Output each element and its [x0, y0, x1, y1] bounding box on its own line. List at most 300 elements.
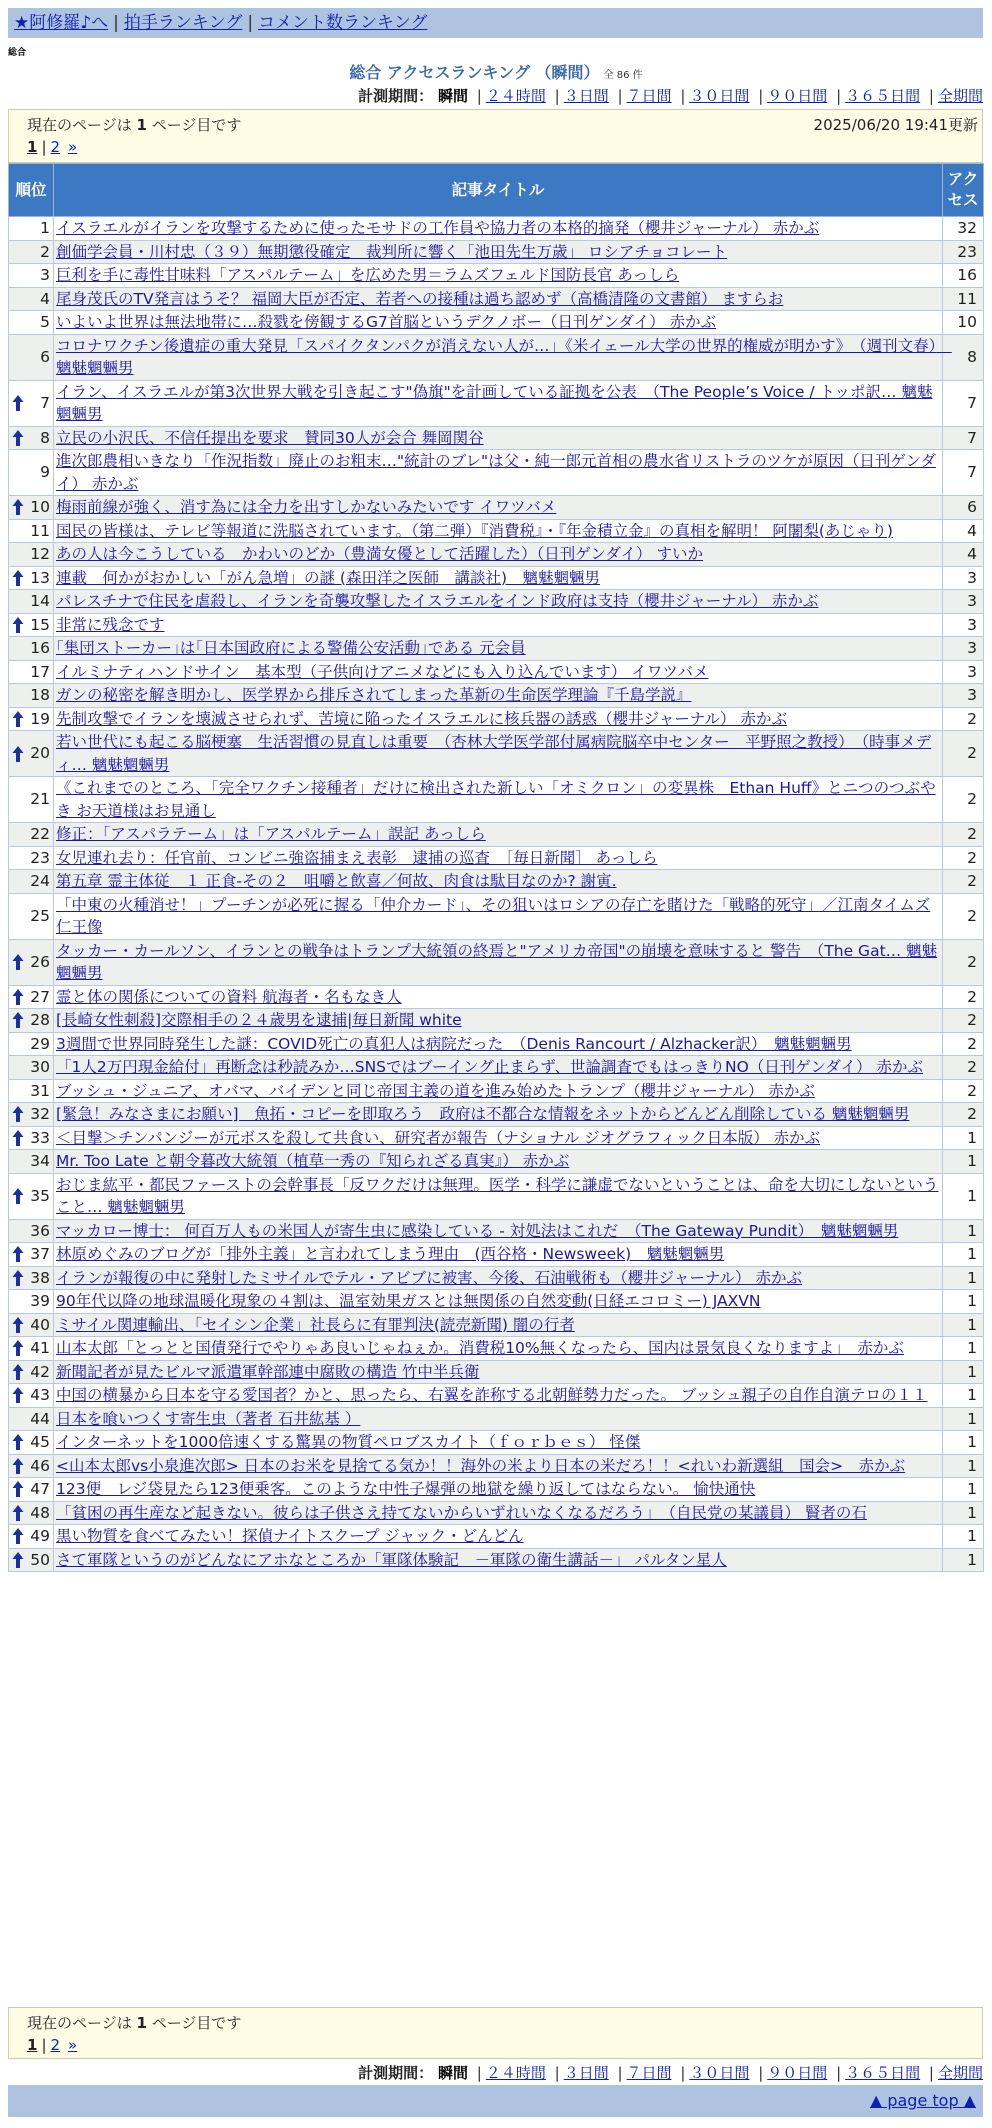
rank-cell [9, 1150, 54, 1174]
article-title-link[interactable]: イルミナティハンドサイン 基本型（子供向けアニメなどにも入り込んでいます） イワツバメ [56, 662, 709, 681]
period-link-30d[interactable]: ３０日間 [689, 2064, 750, 2082]
table-row [9, 1219, 984, 1243]
table-row [9, 426, 984, 450]
period-link-3d[interactable]: ３日間 [563, 87, 609, 105]
article-title-link[interactable]: ＜目撃＞チンパンジーが元ボスを殺して共食い、研究者が報告（ナショナル ジオグラフィック日本版） 赤かぶ [56, 1128, 821, 1147]
title-cell [54, 496, 943, 520]
nav-link-comment-ranking[interactable]: コメント数ランキング [258, 13, 428, 33]
table-row [9, 450, 984, 496]
access-count: 7 [943, 450, 984, 496]
article-title-link[interactable]: 《これまでのところ、「完全ワクチン接種者」だけに検出された新しい「オミクロン」の変異株 Ethan Huff》とニつのつぶやき お天道様はお見通し [56, 779, 936, 820]
rank-number: 11 [30, 521, 50, 540]
article-title-link[interactable]: 巨利を手に毒性甘味料「アスパルテーム」を広めた男＝ラムズフェルド国防長官 あっしら [56, 266, 680, 284]
table-row [9, 1478, 984, 1502]
period-link-24h[interactable]: ２４時間 [485, 2064, 546, 2082]
access-count: 1 [943, 1548, 984, 1572]
rank-number: 22 [30, 825, 50, 843]
rank-cell [9, 217, 54, 241]
article-title-link[interactable]: ミサイル関連輸出、「セイシン企業」社長らに有罪判決(読売新聞) 闇の行者 [56, 1315, 575, 1334]
rank-cell [9, 1009, 54, 1033]
access-count: 2 [943, 870, 984, 894]
table-row [9, 543, 984, 567]
title-cell [54, 590, 943, 614]
rank-cell [9, 566, 54, 590]
access-count: 2 [943, 707, 984, 731]
article-title-link[interactable]: イランが報復の中に発射したミサイルでテル・アビブに被害、今後、石油戦術も（櫻井ジャーナル） 赤かぶ [56, 1268, 802, 1287]
rank-cell [9, 426, 54, 450]
rank-number: 48 [30, 1503, 50, 1522]
access-count: 3 [943, 637, 984, 661]
article-title-link[interactable]: 123便 レジ袋見たら123便乗客。このような中性子爆弾の地獄を繰り返してはならない。 愉快通快 [56, 1480, 756, 1498]
period-link-24h[interactable]: ２４時間 [485, 87, 546, 105]
rank-number: 21 [30, 790, 50, 809]
table-row [9, 240, 984, 264]
title-cell [54, 543, 943, 567]
rank-number: 29 [30, 1034, 50, 1053]
rank-number: 20 [30, 744, 50, 763]
rank-up-arrow-icon [12, 1245, 24, 1263]
rank-up-arrow-icon [12, 988, 24, 1006]
access-count: 1 [943, 1384, 984, 1408]
rank-up-arrow-icon [12, 1551, 24, 1569]
ranking-table-body [9, 217, 984, 1572]
article-title-link[interactable]: いよいよ世界は無法地帯に…殺戮を傍観するG7首脳というデクノボー（日刊ゲンダイ） 赤かぶ [56, 313, 717, 331]
rank-up-arrow-icon [12, 569, 24, 587]
access-count: 3 [943, 684, 984, 708]
rank-cell [9, 939, 54, 985]
rank-number: 12 [30, 545, 50, 563]
title-cell [54, 1478, 943, 1502]
rank-number: 41 [30, 1339, 50, 1357]
access-count: 4 [943, 543, 984, 567]
title-cell [54, 1126, 943, 1150]
article-title-link[interactable]: 立民の小沢氏、不信任提出を要求 賛同30人が会合 舞岡関谷 [56, 428, 484, 447]
article-title-link[interactable]: 山本太郎「とっとと国債発行でやりゃあ良いじゃねぇか。消費税10%無くなったら、国内は景気良くなりますよ」 赤かぶ [56, 1339, 904, 1357]
table-row [9, 380, 984, 426]
access-count: 2 [943, 823, 984, 847]
table-row [9, 1407, 984, 1431]
title-cell [54, 519, 943, 543]
article-title-link[interactable]: 3週間で世界同時発生した謎：COVID死亡の真犯人は病院だった （Denis Rancourt / Alzhacker訳） 魑魅魍魎男 [56, 1034, 852, 1053]
table-row [9, 1337, 984, 1361]
access-count: 1 [943, 1360, 984, 1384]
article-title-link[interactable]: 進次郎農相いきなり「作況指数」廃止のお粗末…"統計のブレ"は父・純一郎元首相の農水省リストラのツケが原因（日刊ゲンダイ） 赤かぶ [56, 452, 936, 493]
rank-cell [9, 1478, 54, 1502]
table-row [9, 1173, 984, 1219]
article-title-link[interactable]: Mr. Too Late と朝令暮改大統領（植草一秀の『知られざる真実』） 赤かぶ [56, 1152, 570, 1170]
table-row [9, 660, 984, 684]
article-title-link[interactable]: 若い世代にも起こる脳梗塞 生活習慣の見直しは重要 （杏林大学医学部付属病院脳卒中センター 平野照之教授） （時事メディ… 魑魅魍魎男 [56, 733, 932, 774]
nav-separator: | [247, 13, 254, 33]
table-row [9, 985, 984, 1009]
rank-number: 40 [30, 1315, 50, 1334]
title-cell [54, 1525, 943, 1549]
article-title-link[interactable]: 中国の横暴から日本を守る愛国者？かと、思ったら、右翼を詐称する北朝鮮勢力だった。 ブッシュ親子の自作自演テロの１１ [56, 1386, 928, 1404]
table-row [9, 1454, 984, 1478]
access-count: 1 [943, 1313, 984, 1337]
title-cell [54, 777, 943, 823]
article-title-link[interactable]: 霊と体の関係についての資料 航海者・名もなき人 [56, 987, 402, 1006]
table-header-row [9, 164, 984, 217]
rank-number: 35 [30, 1186, 50, 1205]
header-count: アクセス [943, 164, 984, 217]
title-cell [54, 893, 943, 939]
article-title-link[interactable]: 創価学会員・川村忠（３９）無期懲役確定 裁判所に響く「池田先生万歳」 ロシアチョコレート [56, 242, 727, 261]
rank-number: 2 [40, 242, 50, 261]
rank-cell [9, 590, 54, 614]
rank-up-arrow-icon [12, 1433, 24, 1451]
rank-number: 16 [30, 639, 50, 657]
rank-cell [9, 1337, 54, 1361]
table-row [9, 684, 984, 708]
title-cell [54, 870, 943, 894]
rank-number: 47 [30, 1480, 50, 1498]
table-row [9, 1056, 984, 1080]
article-title-link[interactable]: [緊急！みなさまにお願い] 魚拓・コピーを即取ろう 政府は不都合な情報をネットからどんどん削除している 魑魅魍魎男 [56, 1105, 910, 1123]
table-row [9, 846, 984, 870]
rank-number: 39 [30, 1292, 50, 1310]
access-count: 1 [943, 1454, 984, 1478]
page-info-box-top [8, 109, 983, 163]
rank-cell [9, 311, 54, 335]
table-row [9, 1150, 984, 1174]
access-count: 2 [943, 846, 984, 870]
rank-up-arrow-icon [12, 1386, 24, 1404]
rank-cell [9, 1079, 54, 1103]
pager-current: 1 [27, 138, 38, 156]
article-title-link[interactable]: コロナワクチン後遺症の重大発見「スパイクタンパクが消えない人が…」《米イェール大学の世界的権威が明かす》 （週刊文春） 魑魅魍魎男 [56, 336, 952, 377]
article-title-link[interactable]: 新聞記者が見たビルマ派遣軍幹部連中腐敗の構造 竹中半兵衛 [56, 1362, 480, 1381]
total-count: 全 86 件 [603, 70, 643, 81]
rank-up-arrow-icon [12, 1269, 24, 1287]
access-count: 1 [943, 1407, 984, 1431]
rank-up-arrow-icon [12, 1363, 24, 1381]
rank-cell [9, 543, 54, 567]
title-cell [54, 660, 943, 684]
rank-number: 30 [30, 1058, 50, 1076]
period-link-30d[interactable]: ３０日間 [689, 87, 750, 105]
access-count: 2 [943, 1079, 984, 1103]
period-link-365d[interactable]: ３６５日間 [845, 2064, 921, 2082]
rank-cell [9, 380, 54, 426]
period-link-all[interactable]: 全期間 [937, 87, 983, 105]
rank-cell [9, 731, 54, 777]
title-cell [54, 426, 943, 450]
title-cell [54, 985, 943, 1009]
rank-up-arrow-icon [12, 1105, 24, 1123]
article-title-link[interactable]: [長崎女性刺殺]交際相手の２４歳男を逮捕|毎日新聞 white [56, 1011, 462, 1029]
article-title-link[interactable]: 「貧困の再生産など起きない。彼らは子供さえ持てないからいずれいなくなるだろう」 （自民党の某議員） 賢者の石 [56, 1503, 867, 1522]
rank-number: 42 [30, 1362, 50, 1381]
access-count: 3 [943, 660, 984, 684]
rank-up-arrow-icon [12, 745, 24, 763]
article-title-link[interactable]: ガンの秘密を解き明かし、医学界から排斥されてしまった革新の生命医学理論『千島学説』 [56, 686, 692, 704]
access-count: 2 [943, 939, 984, 985]
period-label: 計測期間： [358, 2064, 434, 2082]
rank-up-arrow-icon [12, 1316, 24, 1334]
rank-number: 28 [30, 1011, 50, 1029]
access-count: 2 [943, 777, 984, 823]
rank-cell [9, 1290, 54, 1314]
article-title-link[interactable]: 黒い物質を食べてみたい！探偵ナイトスクープ ジャック・どんどん [56, 1527, 524, 1545]
article-title-link[interactable]: おじま紘平・都民ファーストの会幹事長「反ワクだけは無理。医学・科学に謙虚でないということは、命を大切にしないということ… 魑魅魍魎男 [56, 1175, 939, 1216]
table-row [9, 823, 984, 847]
article-title-link[interactable]: 修正：「アスパラテーム」は「アスパルテーム」誤記 あっしら [56, 825, 486, 843]
rank-number: 18 [30, 686, 50, 704]
rank-number: 5 [40, 313, 50, 331]
article-title-link[interactable]: ｢集団ストーカー｣は｢日本国政府による警備公安活動｣である 元会員 [56, 639, 526, 657]
rank-up-arrow-icon [12, 429, 24, 447]
nav-separator: | [113, 13, 119, 33]
rank-number: 10 [30, 498, 50, 516]
rank-up-arrow-icon [12, 1457, 24, 1475]
rank-up-arrow-icon [12, 1129, 24, 1147]
access-count: 3 [943, 613, 984, 637]
period-selector-bottom: 計測期間： 瞬間 | ２４時間 | ３日間 | ７日間 | ３０日間 | ９０日間 | ３６５日間 | 全期間 [358, 2064, 983, 2082]
title-cell [54, 1431, 943, 1455]
rank-up-arrow-icon [12, 1011, 24, 1029]
title-cell [54, 637, 943, 661]
nav-link-asyura-home[interactable]: ★阿修羅♪へ [14, 13, 109, 33]
access-count: 3 [943, 566, 984, 590]
rank-cell [9, 1056, 54, 1080]
access-count: 1 [943, 1431, 984, 1455]
article-title-link[interactable]: 「中東の火種消せ！」プーチンが必死に握る「仲介カード」、その狙いはロシアの存亡を賭けた「戦略的死守」／江南タイムズ 仁王像 [56, 895, 931, 936]
title-cell [54, 1219, 943, 1243]
access-count: 1 [943, 1290, 984, 1314]
access-count: 32 [943, 217, 984, 241]
pager-link-2[interactable]: 2 [50, 138, 61, 156]
access-count: 1 [943, 1243, 984, 1267]
rank-cell [9, 1360, 54, 1384]
rank-up-arrow-icon [12, 394, 24, 412]
title-cell [54, 731, 943, 777]
period-link-365d[interactable]: ３６５日間 [845, 87, 921, 105]
article-title-link[interactable]: 連載 何かがおかしい「がん急増」の謎 (森田洋之医師 講談社) 魑魅魍魎男 [56, 568, 601, 587]
rank-cell [9, 1525, 54, 1549]
pager-next-arrow[interactable]: » [68, 138, 78, 156]
title-cell [54, 1032, 943, 1056]
access-count: 2 [943, 893, 984, 939]
period-link-90d[interactable]: ９０日間 [767, 2064, 828, 2082]
rank-cell [9, 684, 54, 708]
access-count: 8 [943, 334, 984, 380]
title-cell [54, 1150, 943, 1174]
rank-cell [9, 870, 54, 894]
article-title-link[interactable]: 女児連れ去り：任官前、コンビニ強盗捕まえ表彰 逮捕の巡査 ［毎日新聞］ あっしら [56, 848, 658, 867]
rank-number: 27 [30, 987, 50, 1006]
rank-cell [9, 1431, 54, 1455]
table-row [9, 1501, 984, 1525]
article-title-link[interactable]: 日本を喰いつくす寄生虫（著者 石井紘基 ） [56, 1409, 361, 1428]
title-cell [54, 1009, 943, 1033]
article-title-link[interactable]: イスラエルがイランを攻撃するために使ったモサドの工作員や協力者の本格的摘発（櫻井ジャーナル） 赤かぶ [56, 219, 820, 237]
rank-cell [9, 1173, 54, 1219]
table-row [9, 1266, 984, 1290]
access-count: 7 [943, 380, 984, 426]
title-cell [54, 1337, 943, 1361]
page-info-box-bottom [8, 2007, 983, 2059]
rank-up-arrow-icon [12, 953, 24, 971]
article-title-link[interactable]: パレスチナで住民を虐殺し、イランを奇襲攻撃したイスラエルをインド政府は支持（櫻井ジャーナル） 赤かぶ [56, 592, 819, 610]
rank-cell [9, 985, 54, 1009]
table-row [9, 311, 984, 335]
article-title-link[interactable]: 尾身茂氏のTV発言はうそ？ 福岡大臣が否定、若者への接種は過ち認めず（高橋清隆の文書館） ますらお [56, 289, 784, 308]
table-row [9, 1313, 984, 1337]
title-cell [54, 1548, 943, 1572]
rank-number: 23 [30, 848, 50, 867]
pagination-bottom: 1 | 2 » [27, 2036, 78, 2054]
ranking-table [8, 163, 984, 1572]
access-count: 16 [943, 264, 984, 288]
article-title-link[interactable]: 90年代以降の地球温暖化現象の４割は、温室効果ガスとは無関係の自然変動(日経エコロミー) JAXVN [56, 1292, 761, 1310]
period-link-7d[interactable]: ７日間 [626, 2064, 672, 2082]
rank-number: 31 [30, 1081, 50, 1100]
access-count: 1 [943, 1126, 984, 1150]
rank-number: 7 [40, 393, 50, 412]
article-title-link[interactable]: 「1人2万円現金給付」再断念は秒読みか…SNSではブーイング止まらず、世論調査でもはっきりNO（日刊ゲンダイ） 赤かぶ [56, 1058, 923, 1076]
article-title-link[interactable]: 林原めぐみのブログが「排外主義」と言われてしまう理由 (西谷格・Newsweek) 魑魅魍魎男 [56, 1245, 725, 1263]
table-row [9, 1431, 984, 1455]
table-row [9, 1290, 984, 1314]
rank-cell [9, 1103, 54, 1127]
rank-up-arrow-icon [12, 498, 24, 516]
rank-number: 43 [30, 1386, 50, 1404]
table-row [9, 707, 984, 731]
title-cell [54, 334, 952, 380]
title-cell [54, 380, 943, 426]
title-cell [54, 1313, 943, 1337]
rank-cell [9, 264, 54, 288]
title-cell [54, 1360, 943, 1384]
article-title-link[interactable]: 国民の皆様は、テレビ等報道に洗脳されています。（第二弾）『消費税』・『年金積立金』の真相を解明！ 阿闍梨(あじゃり) [56, 521, 893, 540]
title-cell [54, 264, 943, 288]
access-count: 1 [943, 1501, 984, 1525]
title-cell [54, 1454, 943, 1478]
rank-number: 17 [30, 662, 50, 681]
table-row [9, 519, 984, 543]
table-row [9, 939, 984, 985]
title-cell [54, 287, 943, 311]
rank-up-arrow-icon [12, 710, 24, 728]
period-link-7d[interactable]: ７日間 [626, 87, 672, 105]
table-row [9, 496, 984, 520]
period-label: 計測期間： [358, 87, 434, 105]
title-cell [54, 311, 943, 335]
header-title: 記事タイトル [54, 164, 943, 217]
rank-number: 36 [30, 1221, 50, 1240]
table-row [9, 613, 984, 637]
article-title-link[interactable]: あの人は今こうしている かわいのどか（豊満女優として活躍した）（日刊ゲンダイ） すいか [56, 545, 703, 563]
rank-up-arrow-icon [12, 1339, 24, 1357]
nav-link-applause-ranking[interactable]: 拍手ランキング [123, 13, 243, 33]
access-count: 2 [943, 731, 984, 777]
title-cell [54, 450, 943, 496]
rank-cell [9, 287, 54, 311]
category-label: 総合 [8, 48, 27, 58]
table-row [9, 1009, 984, 1033]
rank-up-arrow-icon [12, 1480, 24, 1498]
rank-cell [9, 660, 54, 684]
pager-link-2[interactable]: 2 [50, 2036, 61, 2054]
header-rank: 順位 [9, 164, 54, 217]
rank-number: 4 [40, 289, 50, 308]
article-title-link[interactable]: 先制攻撃でイランを壊滅させられず、苦境に陥ったイスラエルに核兵器の誘惑（櫻井ジャーナル） 赤かぶ [56, 709, 787, 728]
updated-timestamp: 2025/06/20 19:41更新 [813, 116, 978, 134]
access-count: 2 [943, 1056, 984, 1080]
title-cell [54, 684, 943, 708]
access-count: 6 [943, 496, 984, 520]
table-row [9, 870, 984, 894]
article-title-link[interactable]: マッカロー博士： 何百万人もの米国人が寄生虫に感染している - 対処法はこれだ （The Gateway Pundit） 魑魅魍魎男 [56, 1221, 899, 1240]
title-cell [54, 613, 943, 637]
title-cell [54, 566, 943, 590]
article-title-link[interactable]: タッカー・カールソン、イランとの戦争はトランプ大統領の終焉と"アメリカ帝国"の崩壊を意味すると 警告 （The Gat… 魑魅魍魎男 [56, 941, 938, 982]
table-row [9, 217, 984, 241]
access-count: 7 [943, 426, 984, 450]
article-title-link[interactable]: イラン、イスラエルが第3次世界大戦を引き起こす"偽旗"を計画している証拠を公表 （The People’s Voice / トッポ訳… 魑魅魍魎男 [56, 382, 933, 423]
table-row [9, 1360, 984, 1384]
article-title-link[interactable]: 梅雨前線が強く、消す為には全力を出すしかないみたいです イワツバメ [56, 498, 557, 516]
title-cell [54, 939, 943, 985]
period-current: 瞬間 [437, 2064, 468, 2082]
rank-cell [9, 1126, 54, 1150]
period-current: 瞬間 [437, 87, 468, 105]
table-row [9, 1103, 984, 1127]
title-cell [54, 1079, 943, 1103]
rank-number: 13 [30, 568, 50, 587]
page-top-link[interactable]: ▲ page top ▲ [869, 2091, 976, 2110]
access-count: 23 [943, 240, 984, 264]
pager-next-arrow[interactable]: » [68, 2036, 78, 2054]
rank-number: 1 [40, 219, 50, 237]
period-link-90d[interactable]: ９０日間 [767, 87, 828, 105]
article-title-link[interactable]: 第五章 霊主体従 １ 正食-その２ 咀嚼と飲喜／何故、肉食は駄目なのか? 謝寅. [56, 872, 617, 890]
rank-cell [9, 1219, 54, 1243]
access-count: 2 [943, 985, 984, 1009]
rank-number: 49 [30, 1527, 50, 1545]
rank-number: 19 [30, 709, 50, 728]
rank-number: 45 [30, 1433, 50, 1451]
access-count: 1 [943, 1478, 984, 1502]
article-title-link[interactable]: インターネットを1000倍速くする驚異の物質ペロブスカイト（ｆｏｒｂｅｓ） 怪傑 [56, 1433, 641, 1451]
table-row [9, 777, 984, 823]
rank-cell [9, 893, 54, 939]
rank-cell [9, 823, 54, 847]
article-title-link[interactable]: さて軍隊というのがどんなにアホなところか「軍隊体験記 －軍隊の衛生講話－」 パルタン星人 [56, 1550, 727, 1569]
title-cell [54, 1103, 943, 1127]
article-title-link[interactable]: <山本太郎vs小泉進次郎> 日本のお米を見捨てる気か！！海外の米より日本の米だろ！！<れいわ新選組 国会> 赤かぶ [56, 1456, 906, 1475]
rank-cell [9, 846, 54, 870]
rank-number: 50 [30, 1550, 50, 1569]
article-title-link[interactable]: 非常に残念です [56, 615, 165, 634]
rank-cell [9, 1243, 54, 1267]
table-row [9, 637, 984, 661]
title-cell [54, 240, 943, 264]
period-link-3d[interactable]: ３日間 [563, 2064, 609, 2082]
access-count: 2 [943, 1009, 984, 1033]
rank-number: 3 [40, 266, 50, 284]
period-link-all[interactable]: 全期間 [937, 2064, 983, 2082]
rank-cell [9, 496, 54, 520]
footer-bar [8, 2085, 983, 2117]
article-title-link[interactable]: ブッシュ・ジュニア、オバマ、バイデンと同じ帝国主義の道を進み始めたトランプ（櫻井ジャーナル） 赤かぶ [56, 1081, 815, 1100]
table-row [9, 1243, 984, 1267]
table-row [9, 566, 984, 590]
rank-up-arrow-icon [12, 1527, 24, 1545]
rank-number: 15 [30, 615, 50, 634]
rank-number: 33 [30, 1128, 50, 1147]
